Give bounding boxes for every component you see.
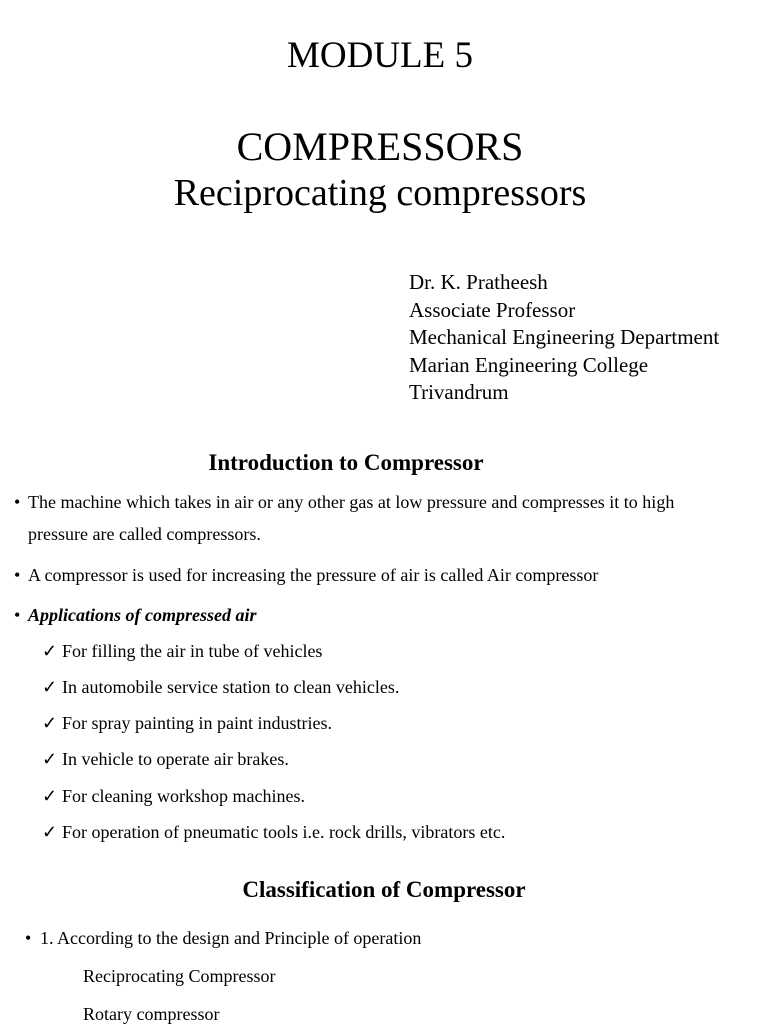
- introduction-heading: Introduction to Compressor: [208, 450, 484, 475]
- author-department: Mechanical Engineering Department: [409, 325, 720, 349]
- application-item: [42, 711, 332, 735]
- application-item: [42, 784, 305, 808]
- application-item: [42, 747, 289, 771]
- checkmark-icon: ✓: [42, 677, 58, 697]
- application-item-text: For operation of pneumatic tools i.e. rock drills, vibrators etc.: [62, 822, 506, 842]
- bullet-icon: •: [14, 565, 21, 585]
- checkmark-icon: ✓: [42, 749, 58, 769]
- classification-sub-item: Rotary compressor: [83, 1004, 220, 1024]
- author-block: [409, 269, 719, 407]
- author-college: Marian Engineering College: [409, 352, 649, 377]
- checkmark-icon: ✓: [42, 822, 58, 842]
- application-item-text: For filling the air in tube of vehicles: [62, 641, 323, 661]
- intro-paragraph-1-line-2: pressure are called compressors.: [28, 524, 261, 544]
- intro-paragraph-1-line-1: The machine which takes in air or any other gas at low pressure and compresses it to high: [28, 492, 675, 512]
- page-subtitle: Reciprocating compressors: [173, 172, 587, 214]
- author-name: Dr. K. Pratheesh: [409, 270, 548, 294]
- classification-heading: Classification of Compressor: [242, 877, 526, 902]
- application-item-text: For spray painting in paint industries.: [62, 713, 332, 733]
- intro-paragraph-2: [14, 559, 754, 591]
- page-title: COMPRESSORS: [236, 124, 524, 169]
- application-item-text: In vehicle to operate air brakes.: [62, 749, 289, 769]
- classification-item-text: 1. According to the design and Principle of operation: [40, 928, 422, 948]
- module-title: MODULE 5: [286, 35, 473, 76]
- applications-heading-text: Applications of compressed air: [28, 605, 257, 625]
- author-city: Trivandrum: [409, 380, 509, 404]
- application-item-text: In automobile service station to clean vehicles.: [62, 677, 400, 697]
- bullet-icon: •: [14, 605, 21, 625]
- bullet-icon: •: [14, 492, 21, 512]
- classification-item: [25, 926, 725, 950]
- intro-paragraph-1: [14, 486, 754, 550]
- checkmark-icon: ✓: [42, 786, 58, 806]
- bullet-icon: •: [25, 928, 32, 948]
- classification-sub-item: Reciprocating Compressor: [83, 966, 276, 986]
- intro-paragraph-2-text: A compressor is used for increasing the pressure of air is called Air compressor: [28, 565, 599, 585]
- author-position: Associate Professor: [409, 297, 576, 322]
- applications-heading: [14, 599, 754, 631]
- application-item-text: For cleaning workshop machines.: [62, 786, 305, 806]
- checkmark-icon: ✓: [42, 641, 58, 661]
- application-item: [42, 639, 322, 663]
- application-item: [42, 675, 399, 699]
- application-item: [42, 820, 505, 844]
- checkmark-icon: ✓: [42, 713, 58, 733]
